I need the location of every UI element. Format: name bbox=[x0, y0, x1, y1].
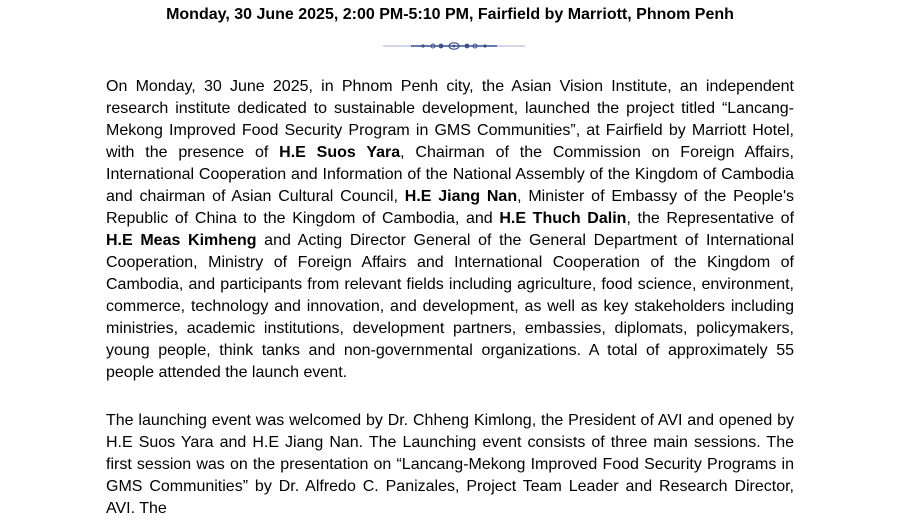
paragraph2-text: The launching event was welcomed by Dr. Chheng Kimlong, the President of AVI and opened by H.E Suos Yara and H.E Jiang Nan. The Launching event consists of three main sessions. The first session was on the presentation on “Lancang-Mekong Improved Food Security Programs in GMS Communities” by Dr. Alfredo C. Panizales, Project Team Leader and Research Director, AVI. The bbox=[106, 412, 794, 517]
ornamental-divider-icon bbox=[383, 38, 525, 54]
paragraph-event-sessions bbox=[106, 410, 794, 520]
paragraph1-text-3: , Minister of Embassy of the People's Republic of China to the Kingdom of Cambodia, and bbox=[106, 188, 795, 227]
guest-name-thuch-dalin: H.E Thuch Dalin bbox=[499, 210, 627, 227]
paragraph1-text-4: , the Representative of bbox=[626, 210, 795, 227]
paragraph1-text-2: , Chairman of the Commission on Foreign Affairs, International Cooperation and Information of the National Assembly of the Kingdom of Cambodia and chairman of Asian Cultural Council, bbox=[106, 144, 795, 205]
guest-name-meas-kimheng: H.E Meas Kimheng bbox=[106, 232, 257, 249]
guest-name-jiang-nan: H.E Jiang Nan bbox=[404, 188, 518, 205]
paragraph1-text-5: and Acting Director General of the General Department of International Cooperation, Ministry of Foreign Affairs and International Cooperation of the Kingdom of Cambodia, and participants from relevant fields including agriculture, food science, environment, commerce, technology and innovation, and development, as well as key stakeholders including ministries, academic institutions, development partners, embassies, diplomats, policymakers, young people, think tanks and non-governmental organizations. A total of approximately 55 people attended the launch event. bbox=[106, 232, 795, 381]
event-header: Monday, 30 June 2025, 2:00 PM-5:10 PM, Fairfield by Marriott, Phnom Penh bbox=[166, 6, 734, 23]
paragraph1-text-1: On Monday, 30 June 2025, in Phnom Penh city, the Asian Vision Institute, an independent research institute dedicated to sustainable development, launched the project titled “Lancang-Mekong Improved Food Security Program in GMS Communities”, at Fairfield by Marriott Hotel, with the presence of bbox=[106, 78, 794, 161]
guest-name-suos-yara: H.E Suos Yara bbox=[279, 144, 401, 161]
paragraph-launch-summary bbox=[106, 76, 794, 384]
